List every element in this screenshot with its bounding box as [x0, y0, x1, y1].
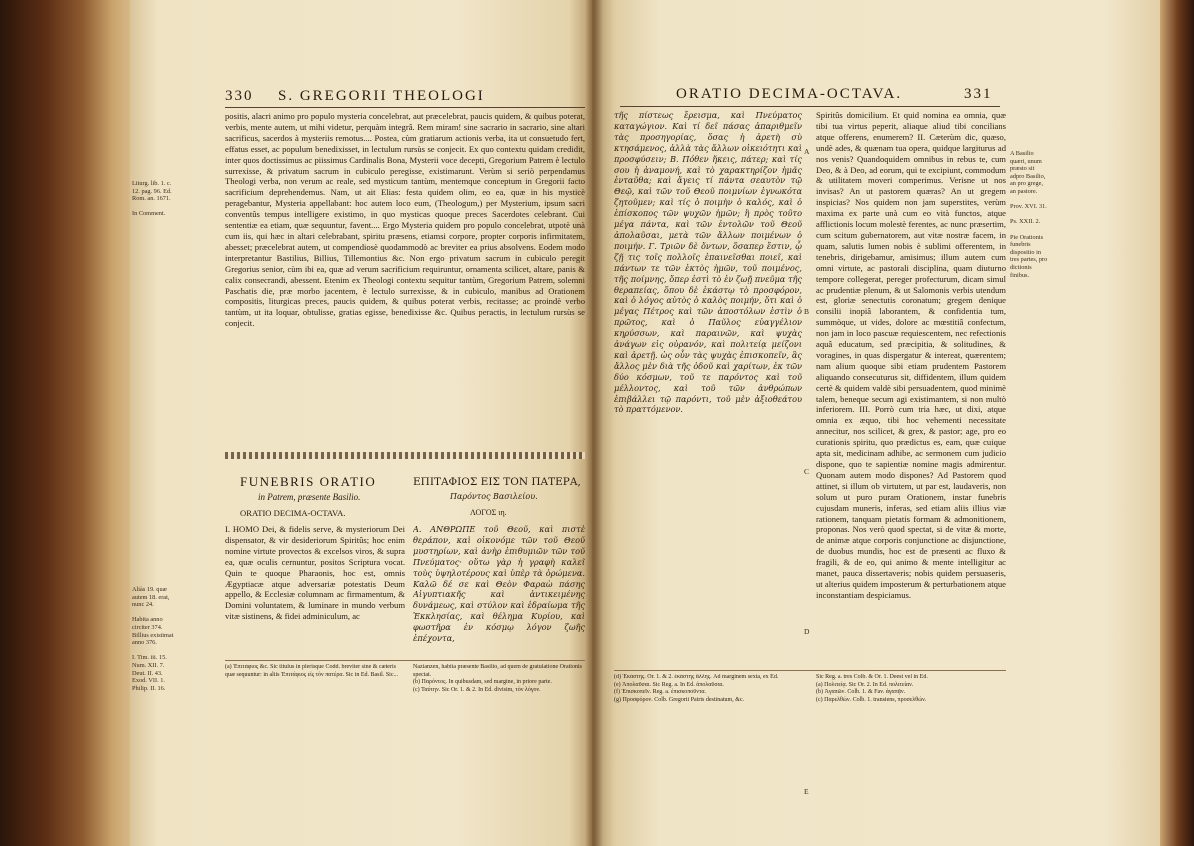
right-greek-column [614, 110, 802, 662]
left-footnotes-latin: (a) Ἐπιτάφιος &c. Sic titulus in plerisque Codd. breviter sine & cæteris quæ sequuntur: in aliis Ἐπιτάφιος εἰς τὸν πατέρα. Sic in Ed. Basil. Sic... [225, 664, 399, 678]
book-binding-right-edge [1154, 0, 1194, 846]
latin-oration-text [225, 524, 405, 654]
greek-oration-paragraph: A. ΑΝΘΡΩΠΕ τοῦ Θεοῦ, καὶ πιστὲ θεράπον, καὶ οἰκονόμε τῶν τοῦ Θεοῦ μυστηρίων, καὶ ἀνὴρ ἐπιθυμιῶν τῶν τοῦ Πνεύματος· οὕτω γὰρ ἡ γραφὴ καλεῖ τοὺς ὑψηλοτέρους καὶ ὑπὲρ τὰ ὁρώμενα. Καλῶ δέ σε καὶ Θεὸν Φαραὼ πάσης Αἰγυπτιακῆς καὶ ἀντικειμένης δυνάμεως, καὶ στύλον καὶ ἑδραίωμα τῆς Ἐκκλησίας, καὶ θέλημα Κυρίου, καὶ φωστῆρα ἐν κόσμῳ λόγον ζωῆς ἐπέχοντα, [413, 524, 585, 644]
greek-oration-text [413, 524, 585, 654]
left-page [130, 0, 592, 846]
right-head-rule [620, 106, 1000, 107]
left-page-number: 330 [225, 88, 254, 104]
right-latin-paragraph: Spiritûs domicilium. Et quid nomina ea omnia, quæ tibi tua virtus peperit, aliaque aliud tibi concilians atque offerens, enumerem? II. Cæterùm dic, quæso, undè ades, & quænam tua opera, quidque largiturus ad nos venis? Quandoquidem omnibus in rebus te, cum Deo, & à Deo, ad eorum, qui te excipiunt, commodum & utilitatem moveri comperimus. Verisne ut nos invisas? An ut pastorem quæras? An ut gregem inspicias? Nos quidem non jam superstites, verùm maxima ex parte unà cum eo vità functos, atque afflictionis locum molestè ferentes, ac nunc præsertim, cum scitum gubernatorem, aut vitæ nostræ facem, in quam, salutis lumen nobis è sublimi offerentem, in tenebris, dirigebamur, amisimus; illum autem cum omni virtute, ac pastorali disciplina, quam diuturno tempore collegerat, pereger profecturum, dicam simul ac prudentiæ plenum, & ut Salomonis verbis utendum est, gloriæ senectutis coronatum; gregem denique consilii inopiâ laborantem, & confidentia tum, summòque, ut vides, dolore ac mœstitiâ confectum, non jam in loco pascuæ requiescentem, nec refectionis aquâ educatum, sed præcipitia, & solitudines, & voragines, in quas dispergatur & intereat, quærentem; nam alium quoque sibi etiam prudentem Pastorem aliquando consecuturus sit, diffidentem, illum quidem certè & quidem valdè sibi persuadentem, quod minimè talem, beneque secum agi existimantem, si non multò inferiorem. III. Porrò cum tria hæc, ut dixi, atque omnia ex æquo, tibi hoc vehementi necessitate annecitur, nos scilicet, & grex, & pastor; age, pro eo curationis spiritu, quo prædictus es, eam, quæ cuique apta sit, medicinam adhibe, ac sermonem cum judicio dispone, quo te sapientiæ nomine magis admirentur. Quonam autem modo dispones? Ad Pastorem quod attinet, si illum ob virtutem, ut par est, laudaveris, non solum ut puro puram Orationem, instar funebris cujusdam muneris, inferas, sed etiam aliis illius viæ rationem, tanquam pietatis formam & admonitionem, proponas. Nos verò quod spectat, si de vitæ & morte, de animæ atque corporis conjunctione ac disjunctione, de duobus mundis, hoc est de præsenti ac fluxo & fragili, & de eo, qui animo & mente intelligitur ac manet, pauca dissertaveris; nobis quidem persuaseris, ut alterius quidem imposterum & perturbationem atque inconstantiam despiciamus. [816, 110, 1006, 600]
left-commentary-text [225, 111, 585, 441]
latin-oration-paragraph: I. HOMO Dei, & fidelis serve, & mysteriorum Dei dispensator, & vir desideriorum Spiritûs; hoc enim nomine virtute provectos & excelsos viros, & supra ea, quæ oculis cernuntur, positos Scriptura vocat. Quin te quoque Pharaonis, hoc est, omnis Ægyptiacæ atque adversariæ potestatis Deum appello, & Ecclesiæ columnam ac firmamentum, & Domini voluntatem, & luminare in mundo verbum vitæ sistinens, & fidei adminiculum, ac [225, 524, 405, 622]
left-ornament-band [225, 452, 585, 459]
right-margin-notes: A Basilio quæri, unum præsto sit adpro Basilio, an pro grege, an pastore. Prov. XVI. 31. Ps. XXII. 2. Pie Orationis funebris dispositio in tres partes, pro dictionis finibus. [1010, 150, 1048, 279]
right-footnotes-greek: (d) Ἑκάστης. Or. 1. & 2. ἑκάστης ἄλλης. Ad marginem sexta, ex Ed. (e) Ἀπολαῦσαι. Sic Reg. a. In Ed. ἀπολαῦσαι. (f) Ἐπισκοπεῖν. Reg. a. ἐπισκοποῦντα. (g) Προσφόρον. Colb. Gregorii Patris destinatum, &c. [614, 674, 779, 703]
right-greek-paragraph: τῆς πίστεως ἔρεισμα, καὶ Πνεύματος καταγώγιον. Καὶ τί δεῖ πάσας ἀπαριθμεῖν τὰς προσηγορίας, ὅσας ἡ ἀρετὴ σὺ κτησάμενος, ἀλλὰ τὰς ἄλλων οἰκειότητι καὶ προσφύσειν; B. Πόθεν ἥκεις, πάτερ; καὶ τίς σου ἡ ἀναμονή, καὶ τὸ χαρακτηρίζον ἡμᾶς ἐνταῦθα; καὶ ἄγεις τί πάντα σεαυτὸν τῷ Θεῷ, καὶ τῶν τοῦ Θεοῦ ποιμνίων ἐγνωκότα ζητοῦμεν; καὶ τίς ὁ ποιμὴν ὁ καλός, καὶ ὁ ἐπίσκοπος τῶν ψυχῶν ἡμῶν; ἢ πρὸς τοῦτο μέγα πάντα, καὶ τῶν ἐντολῶν τοῦ Θεοῦ ἀπολαῦσαι, μετὰ τῶν ἄλλων ποιμένων ὁ ποιμήν. Γ. Τριῶν δὲ ὄντων, ὅσαπερ ἔστιν, ᾧ ζῇ τις τοῖς πολλοῖς ἐπαινεῖσθαι ποιεῖ, καὶ πάντων τε τῶν ἐκτὸς ἡμῶν, τοῦ ποιμένος, τῆς ποίμνης, ὅπερ ἐστὶ τὸ ἐν ζωῇ πνεῦμα τῆς θεραπείας, ὅπου δὲ ἑκάστῳ τὸ προσφόρον, καὶ ὁ λόγος αὐτὸς ὁ καλὸς ποιμήν, ὅτι καὶ ὁ μέγας Πέτρος καὶ τῶν ἀποστόλων ἐστὶν ὁ πρῶτος, καὶ ὁ Παῦλος εὐαγγέλιον κηρύσσων, καὶ παραινῶν, καὶ ψυχὰς ἀνάγων εἰς οὐρανόν, καὶ πολιτείᾳ μείζονι καὶ ἀρετῇ. ὡς οὖν τὰς ψυχὰς ἐπισκοπεῖν, ἃς ἄλλος μὲν διὰ τῆς ὁδοῦ καὶ χαρίτων, ἐκ τῶν δύο κόσμων, τοῦ τε παρόντος καὶ τοῦ μέλλοντος, καὶ τοῦ τῶν ἀνθρώπων ἐπιβάλλει τῷ παρόντι, τοῦ μὲν ἀξιοθεάτου τὸ πραττόμενον. [614, 110, 802, 415]
left-head-rule [225, 107, 585, 108]
latin-oration-title: FUNEBRIS ORATIO [240, 474, 377, 489]
left-margin-notes-top: Liturg. lib. 1. c. 12. pag. 96. Ed. Rom. an. 1671. In Comment. [132, 180, 172, 218]
left-margin-notes-bottom: Aliàs 19. quæ autem 18. erat, nunc 24. Habita anno circiter 374. Billius existimat anno 376. I. Tim. iii. 15. Num. XII. 7. Deut. II. 43. Exod. VII. 1. Philip. II. 16. [132, 586, 174, 692]
latin-oration-subtitle: in Patrem, præsente Basilio. [258, 492, 361, 502]
greek-oration-heading: ΛΟΓΟΣ ιη. [470, 508, 507, 517]
section-letters: A B C D E [804, 147, 810, 796]
book-binding-left-edge [0, 0, 150, 846]
left-running-head: S. GREGORII THEOLOGI [278, 88, 485, 104]
right-footnote-rule [614, 670, 1006, 671]
latin-oration-heading: ORATIO DECIMA-OCTAVA. [240, 508, 346, 518]
right-running-head: ORATIO DECIMA-OCTAVA. [676, 86, 903, 102]
greek-oration-subtitle: Παρόντος Βασιλείου. [450, 492, 538, 501]
left-footnote-rule [225, 660, 585, 661]
greek-oration-title: ΕΠΙΤΑΦΙΟΣ ΕΙΣ ΤΟΝ ΠΑΤΕΡΑ, [413, 476, 581, 488]
right-page-number: 331 [964, 86, 993, 102]
right-latin-column [816, 110, 1006, 662]
left-footnotes-greek: Nazianzen, habita præsente Basilio, ad quem de gratulatione Orationis spectat. (b) Παρόντος. In quibusdam, sed margine, in priore parte. (c) Ταύτην. Sic Or. 1. & 2. In Ed. divisim, τὸν λόγον. [413, 664, 582, 693]
right-page [592, 0, 1160, 846]
right-footnotes-latin: Sic Reg. a. tres Colb. & Or. 1. Deest vel in Ed. (a) Πολιτείᾳ. Sic Or. 2. In Ed. πολιτείαν. (b) Ἀγαπῶν. Colb. 1. & Fav. ἀγαπᾷν. (c) Παρελθών. Colb. 1. transiens, προσελθών. [816, 674, 928, 703]
book-gutter-shadow [585, 0, 603, 846]
left-commentary-paragraph: positis, alacri animo pro populo mysteria concelebrat, aut præcelebrat, paucis quidem, & quibus poterat, verbis, mente autem, ut mihi videtur, perquàm integrâ. Rem miram! sine sacrario in sacrario, sine altari sacrificus, sacerdos à mysteriis remotus.... Postea, cùm gratiarum actionis verba, ita ut consuetudo fert, effatus esset, ac populum benedixisset, in lectulum rursùs se conjecit. Ex quo contextu quidam credidit, inter quos doctissimus ac piissimus Cardinalis Bona, Mysterii voce decepti, Gregorium Patrem è lectulo surrexisse, & privatum sacrum in cubiculo peregisse, existimarunt. Verùm si seriò perpendamus Theologi verba, non verum ac reale, sed mysticum tantùm, mentemque conceptum in Gregorii facto sacrificium deprehendemus. Nam, ut ait Elias: festa quidem olim, eo ea, quæ in his mysticè peragebantur, Mysteria appellabant: hoc autem loco eum, (Theologum,) per Mysterium, ipsum sacri conventûs tempus intelligere existimo, in quo mysticas quoque preces Sacerdotes celebrant. Cui sententiæ ea etiam, quæ sequuntur, favent.... Ergo Mysteria quidem pro populo concelebrat, utpotè unà cum iis, qui hæc in altari celebrabant, spiritu præsens, etiamsi corpore, propter corporis infirmitatem, abesset; præcelebrat autem, ut compendiosè quodammodò ac breviter ea prius absolvens. Eodem modo interpretantur Bastilius, Billius, Tillemontius &c. Non ergo privatum sacrum in cubiculo peregit Gregorius senior, cùm ibi ea, quæ ad verum sacrificium requiruntur, ornamenta scilicet, altare, panis & calix consecrandi, abessent. Etenim ex Theologi contextu sequitur tantùm, Gregorium Patrem, solemni Paschatis die, præ morbo jacentem, è lectulo surrexisse, & in cubiculo, manibus ad Orationem compositis, liturgicas preces, paucis quidem, & quibus poterat verbis, recitasse; ac proindè verbo tantùm, ut ita loquar, obtulisse, gratias egisse, benedixisse &c. Quibus peractis, in lectulum rursùs se conjecit. [225, 111, 585, 329]
